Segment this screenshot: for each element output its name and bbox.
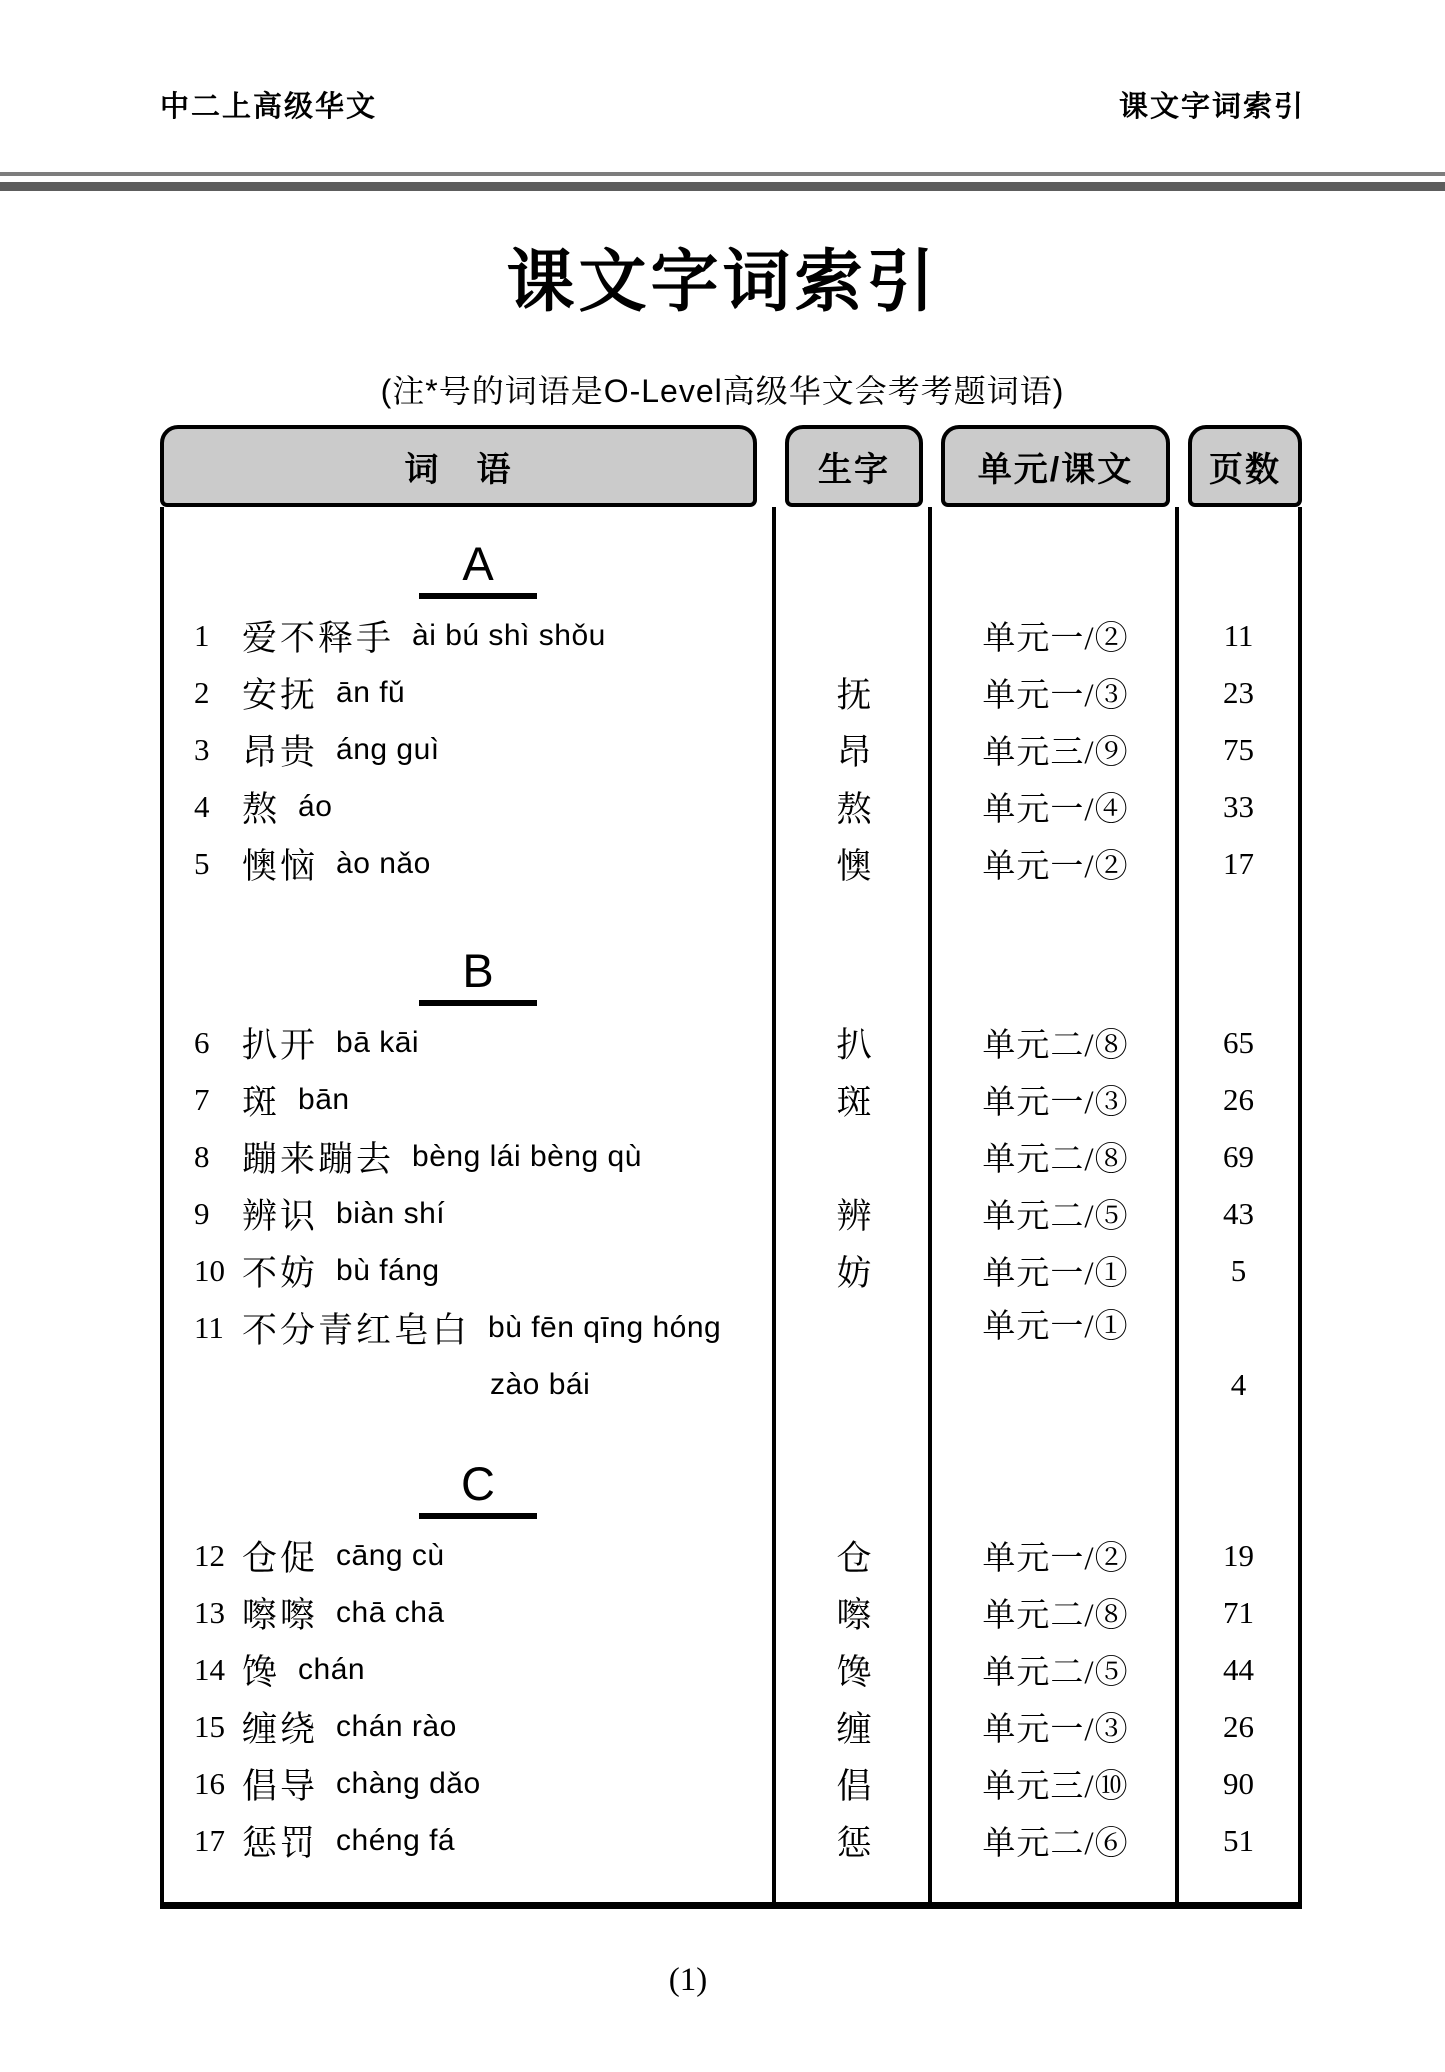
table-row [164, 1299, 1298, 1413]
page-cell: 19 [1223, 1537, 1254, 1573]
table-row [164, 607, 1298, 664]
page-title: 课文字词索引 [506, 244, 939, 320]
page-cell: 33 [1223, 788, 1254, 824]
entry-number: 8 [194, 1138, 210, 1174]
entry-word: 辨识 [242, 1196, 319, 1236]
table-row [164, 664, 1298, 721]
running-header-left: 中二上高级华文 [160, 91, 378, 123]
entry-word: 爱不释手 [242, 618, 395, 658]
table-row [164, 835, 1298, 892]
unit-lesson-cell: 单元二/⑧ [982, 1142, 1129, 1178]
table-row [164, 1584, 1298, 1641]
unit-lesson-cell: 单元二/⑧ [982, 1028, 1129, 1064]
entry-word: 懊恼 [242, 846, 319, 886]
new-character-cell: 懊 [836, 846, 872, 886]
entry-pinyin: bù fēn qīng hóng [488, 1310, 722, 1344]
page-cell: 26 [1223, 1081, 1254, 1117]
word-cell [164, 1299, 776, 1413]
page-cell: 65 [1223, 1024, 1254, 1060]
word-line [194, 1128, 776, 1185]
entry-word: 嚓嚓 [242, 1595, 319, 1635]
new-character-cell: 辨 [836, 1196, 872, 1236]
entry-word: 仓促 [242, 1538, 319, 1578]
word-line [194, 1185, 776, 1242]
word-cell [164, 607, 776, 664]
entry-word: 斑 [242, 1082, 281, 1122]
entry-pinyin: cāng cù [336, 1538, 445, 1572]
entry-pinyin: biàn shí [336, 1196, 446, 1230]
index-table [160, 425, 1302, 1909]
page-cell: 26 [1223, 1708, 1254, 1744]
table-row [164, 778, 1298, 835]
entry-pinyin: chéng fá [336, 1823, 456, 1857]
new-character-cell: 嚓 [836, 1595, 872, 1635]
entry-word: 安抚 [242, 675, 319, 715]
word-line-continued [194, 1356, 776, 1413]
unit-lesson-cell: 单元一/① [982, 1256, 1129, 1292]
header-divider-thick-rule [0, 182, 1445, 191]
entry-pinyin: ān fǔ [336, 675, 406, 709]
word-line [194, 1812, 776, 1869]
page-cell: 69 [1223, 1138, 1254, 1174]
entry-number: 2 [194, 674, 210, 710]
column-divider-1 [772, 507, 776, 1902]
word-cell [164, 1527, 776, 1584]
unit-lesson-cell: 单元二/⑧ [982, 1598, 1129, 1634]
entry-number: 4 [194, 788, 210, 824]
unit-lesson-cell: 单元三/⑨ [982, 735, 1129, 771]
word-line [194, 1755, 776, 1812]
word-cell [164, 721, 776, 778]
table-row [164, 1242, 1298, 1299]
unit-lesson-cell: 单元一/④ [982, 792, 1129, 828]
entry-number: 16 [194, 1765, 225, 1801]
entry-pinyin: chán [298, 1652, 366, 1686]
word-line [194, 1299, 776, 1356]
entry-pinyin: bā kāi [336, 1025, 420, 1059]
unit-lesson-cell: 单元一/③ [982, 678, 1129, 714]
unit-lesson-cell: 单元一/② [982, 621, 1129, 657]
entry-number: 3 [194, 731, 210, 767]
entry-word: 蹦来蹦去 [242, 1139, 395, 1179]
entry-number: 10 [194, 1252, 225, 1288]
page-cell: 90 [1223, 1765, 1254, 1801]
entry-number: 6 [194, 1024, 210, 1060]
new-character-cell: 仓 [836, 1538, 872, 1578]
word-line [194, 664, 776, 721]
entry-word: 馋 [242, 1652, 281, 1692]
page-cell: 23 [1223, 674, 1254, 710]
page-cell: 44 [1223, 1651, 1254, 1687]
unit-lesson-cell: 单元二/⑥ [982, 1826, 1129, 1862]
entry-number: 9 [194, 1195, 210, 1231]
word-cell [164, 1014, 776, 1071]
entry-pinyin: bù fáng [336, 1253, 440, 1287]
entry-pinyin: chàng dǎo [336, 1766, 481, 1800]
unit-lesson-cell: 单元一/② [982, 849, 1129, 885]
entry-number: 14 [194, 1651, 225, 1687]
unit-lesson-cell: 单元二/⑤ [982, 1655, 1129, 1691]
column-divider-3 [1175, 507, 1179, 1902]
new-character-cell: 斑 [836, 1082, 872, 1122]
page-cell: 71 [1223, 1594, 1254, 1630]
word-cell [164, 778, 776, 835]
page-cell: 75 [1223, 731, 1254, 767]
table-row [164, 1014, 1298, 1071]
section-letter-B: B [419, 944, 537, 1006]
word-cell [164, 1584, 776, 1641]
column-header-unit-lesson: 单元/课文 [941, 425, 1170, 507]
unit-lesson-cell: 单元一/③ [982, 1712, 1129, 1748]
unit-lesson-cell: 单元一/③ [982, 1085, 1129, 1121]
entry-pinyin: chā chā [336, 1595, 445, 1629]
word-cell [164, 1755, 776, 1812]
entry-word: 惩罚 [242, 1823, 319, 1863]
new-character-cell: 倡 [836, 1766, 872, 1806]
word-cell [164, 1698, 776, 1755]
entry-pinyin-continued: zào bái [490, 1367, 591, 1401]
entry-pinyin: chán rào [336, 1709, 457, 1743]
entry-number: 5 [194, 845, 210, 881]
word-cell [164, 835, 776, 892]
entry-word: 熬 [242, 789, 281, 829]
subtitle-note: (注*号的词语是O-Level高级华文会考考题词语) [380, 373, 1065, 409]
entry-word: 不分青红皂白 [242, 1310, 471, 1350]
table-row [164, 1812, 1298, 1869]
column-divider-2 [928, 507, 932, 1902]
entry-word: 扒开 [242, 1025, 319, 1065]
page-cell: 51 [1223, 1822, 1254, 1858]
word-cell [164, 664, 776, 721]
column-header-page: 页数 [1188, 425, 1302, 507]
entry-pinyin: bèng lái bèng qù [412, 1139, 642, 1173]
table-row [164, 1071, 1298, 1128]
entry-number: 11 [194, 1309, 224, 1345]
entry-number: 7 [194, 1081, 210, 1117]
page-cell: 17 [1223, 845, 1254, 881]
unit-lesson-cell: 单元一/① [982, 1309, 1129, 1345]
word-cell [164, 1185, 776, 1242]
new-character-cell: 抚 [836, 675, 872, 715]
table-row [164, 1185, 1298, 1242]
new-character-cell [776, 607, 932, 664]
entry-pinyin: ào nǎo [336, 846, 431, 880]
entry-pinyin: ài bú shì shǒu [412, 618, 606, 652]
word-line [194, 835, 776, 892]
header-divider-thin-rule [0, 172, 1445, 176]
word-line [194, 1584, 776, 1641]
entry-pinyin: áng guì [336, 732, 440, 766]
word-cell [164, 1641, 776, 1698]
word-cell [164, 1128, 776, 1185]
new-character-cell: 昂 [836, 732, 872, 772]
word-line [194, 1698, 776, 1755]
word-line [194, 1014, 776, 1071]
page-cell: 5 [1230, 1252, 1247, 1288]
entry-word: 缠绕 [242, 1709, 319, 1749]
word-cell [164, 1242, 776, 1299]
entry-word: 不妨 [242, 1253, 319, 1293]
entry-number: 13 [194, 1594, 225, 1630]
page-cell: 11 [1223, 617, 1254, 653]
word-cell [164, 1812, 776, 1869]
unit-lesson-cell: 单元一/② [982, 1541, 1129, 1577]
entry-number: 17 [194, 1822, 225, 1858]
running-header-right: 课文字词索引 [1118, 91, 1305, 123]
entry-number: 1 [194, 617, 210, 653]
new-character-cell: 扒 [836, 1025, 872, 1065]
page-cell: 4 [1230, 1367, 1247, 1402]
word-line [194, 1242, 776, 1299]
table-row [164, 1698, 1298, 1755]
section-letter-A: A [419, 537, 537, 599]
word-line [194, 607, 776, 664]
entry-number: 15 [194, 1708, 225, 1744]
new-character-cell: 熬 [836, 789, 872, 829]
entry-pinyin: áo [298, 789, 333, 823]
entry-number: 12 [194, 1537, 225, 1573]
new-character-cell: 妨 [836, 1253, 872, 1293]
table-row [164, 1128, 1298, 1185]
new-character-cell: 惩 [836, 1823, 872, 1863]
new-character-cell: 馋 [836, 1652, 872, 1692]
page-number: (1) [668, 1962, 708, 1998]
table-row [164, 1527, 1298, 1584]
section-letter-C: C [419, 1457, 537, 1519]
word-line [194, 721, 776, 778]
word-line [194, 1641, 776, 1698]
unit-lesson-cell: 单元二/⑤ [982, 1199, 1129, 1235]
column-header-new-character: 生字 [785, 425, 923, 507]
word-cell [164, 1071, 776, 1128]
word-line [194, 778, 776, 835]
table-row [164, 1755, 1298, 1812]
new-character-cell: 缠 [836, 1709, 872, 1749]
running-header [160, 84, 1305, 125]
new-character-cell [776, 1299, 932, 1413]
word-line [194, 1527, 776, 1584]
table-row [164, 721, 1298, 778]
table-body [160, 507, 1302, 1909]
column-header-word: 词 语 [160, 425, 757, 507]
word-line [194, 1071, 776, 1128]
table-row [164, 1641, 1298, 1698]
entry-word: 倡导 [242, 1766, 319, 1806]
entry-word: 昂贵 [242, 732, 319, 772]
entry-pinyin: bān [298, 1082, 350, 1116]
new-character-cell [776, 1128, 932, 1185]
page-cell: 43 [1223, 1195, 1254, 1231]
unit-lesson-cell: 单元三/⑩ [982, 1769, 1129, 1805]
table-header-row [160, 425, 1302, 507]
